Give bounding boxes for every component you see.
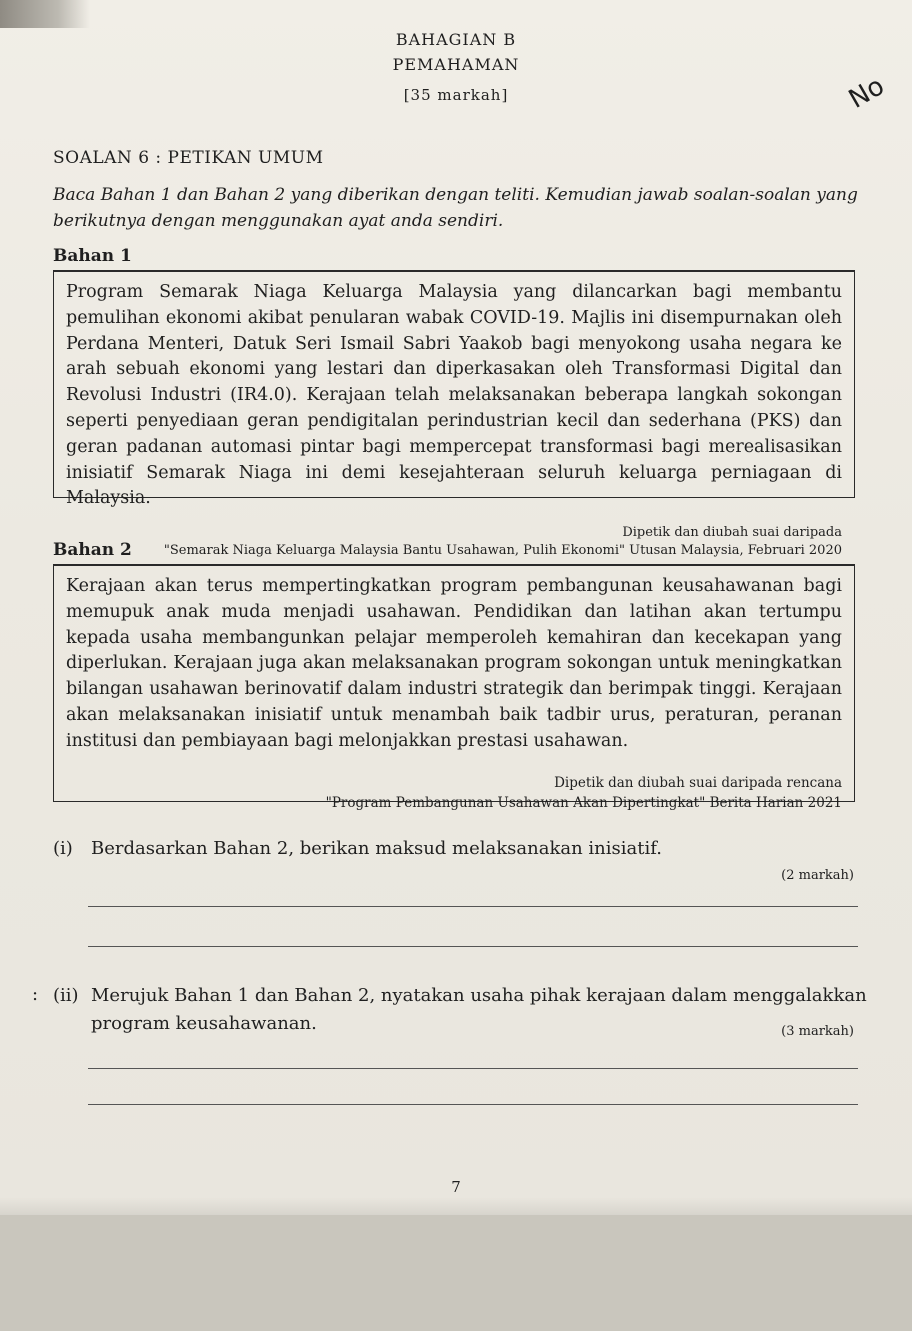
page-number: 7 — [451, 1178, 461, 1196]
bahan2-source-line2: "Program Pembangunan Usahawan Akan Dipertingkat" Berita Harian 2021 — [325, 794, 842, 811]
bahan2-source — [66, 773, 842, 813]
question-ii-text-line2: program keusahawanan. — [91, 1013, 317, 1034]
bahan2-text: Kerajaan akan terus mempertingkatkan program pembangunan keusahawanan bagi memupuk anak muda menjadi usahawan. Pendidikan dan latihan akan tertumpu kepada usaha membangunkan pelajar memperoleh kemahiran dan kecekapan yang diperlukan. Kerajaan juga akan melaksanakan program sokongan untuk meningkatkan bilangan usahawan berinovatif dalam industri strategik dan berimpak tinggi. Kerajaan akan melaksanakan inisiatif untuk menambah baik tadbir urus, peraturan, peranan institusi dan pembiayaan bagi melonjakkan prestasi usahawan. — [66, 576, 842, 751]
question-title: SOALAN 6 : PETIKAN UMUM — [53, 148, 324, 168]
part-heading: BAHAGIAN B — [395, 30, 517, 49]
answer-line[interactable] — [88, 1068, 858, 1069]
question-i — [53, 838, 662, 859]
bahan2-label: Bahan 2 — [53, 540, 132, 560]
section-heading: PEMAHAMAN — [392, 55, 520, 74]
question-ii-text-line1: Merujuk Bahan 1 dan Bahan 2, nyatakan usaha pihak kerajaan dalam menggalakkan — [91, 985, 867, 1006]
total-marks: [35 markah] — [403, 86, 509, 104]
question-i-marks: (2 markah) — [781, 868, 854, 883]
question-i-text: Berdasarkan Bahan 2, berikan maksud melaksanakan inisiatif. — [91, 838, 662, 859]
question-ii-number: (ii) — [53, 985, 79, 1006]
bahan1-text: Program Semarak Niaga Keluarga Malaysia yang dilancarkan bagi membantu pemulihan ekonomi akibat penularan wabak COVID-19. Majlis ini disempurnakan oleh Perdana Menteri, Datuk Seri Ismail Sabri Yaakob bagi menyokong usaha negara ke arah sebuah ekonomi yang lestari dan diperkasakan oleh Transformasi Digital dan Revolusi Industri (IR4.0). Kerajaan telah melaksanakan beberapa langkah sokongan seperti penyediaan geran pendigitalan perindustrian kecil dan sederhana (PKS) dan geran padanan automasi pintar bagi mempercepat transformasi bagi merealisasikan inisiatif Semarak Niaga ini demi kesejahteraan seluruh keluarga perniagaan di Malaysia. — [66, 282, 842, 509]
handwritten-margin-note: No — [843, 71, 890, 115]
question-ii — [53, 982, 867, 1038]
bahan1-label: Bahan 1 — [53, 246, 132, 266]
bahan1-source-line1: Dipetik dan diubah suai daripada — [622, 525, 842, 541]
instructions: Baca Bahan 1 dan Bahan 2 yang diberikan dengan teliti. Kemudian jawab soalan-soalan yang berikutnya dengan menggunakan ayat anda sendiri. — [53, 185, 858, 231]
question-ii-marks: (3 markah) — [781, 1024, 854, 1039]
stray-pen-mark: : — [32, 984, 39, 1005]
answer-line[interactable] — [88, 906, 858, 907]
question-i-number: (i) — [53, 838, 73, 859]
page-corner-shadow — [0, 0, 90, 28]
answer-line[interactable] — [88, 1104, 858, 1105]
answer-line[interactable] — [88, 946, 858, 947]
bahan2-source-line1: Dipetik dan diubah suai daripada rencana — [554, 774, 842, 791]
bahan1-source — [66, 524, 842, 560]
bahan1-source-line2: "Semarak Niaga Keluarga Malaysia Bantu Usahawan, Pulih Ekonomi" Utusan Malaysia, Februari 2020 — [163, 543, 842, 559]
bahan2-box — [53, 564, 855, 811]
